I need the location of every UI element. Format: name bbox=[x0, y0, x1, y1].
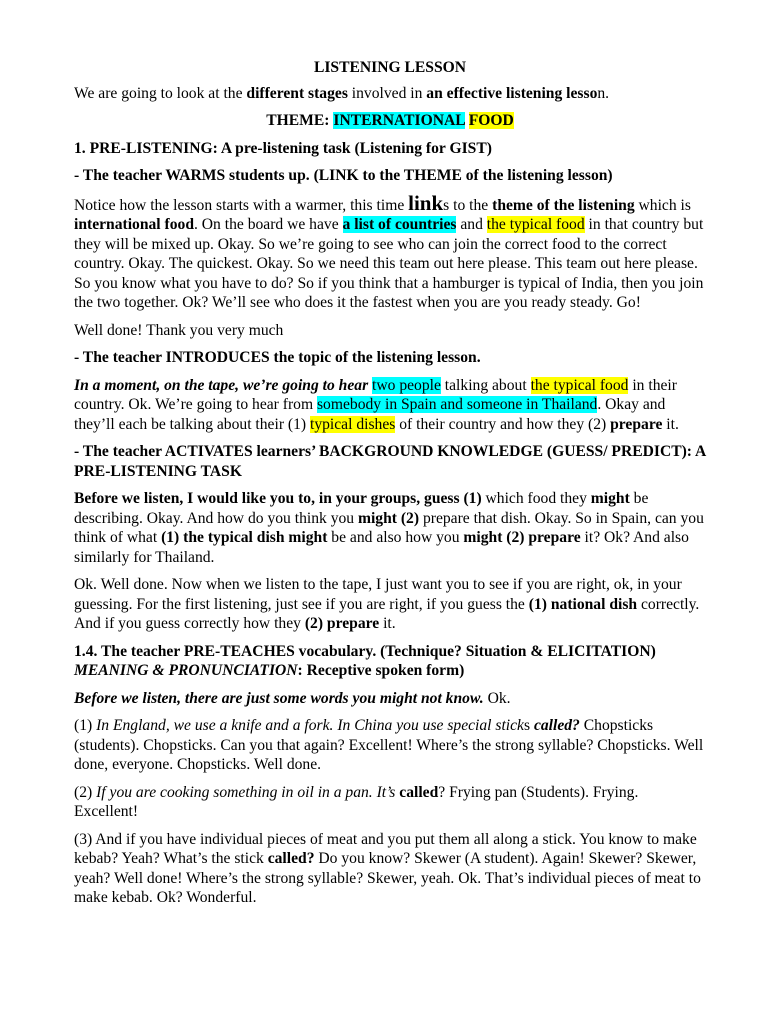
text-run: it. bbox=[662, 415, 679, 433]
text-run: the typical food bbox=[486, 216, 585, 233]
text-run: - The teacher INTRODUCES the topic of the listening lesson. bbox=[74, 349, 481, 366]
text-run: different stages bbox=[246, 84, 348, 102]
text-run: Before we listen, there are just some words you might not know. bbox=[74, 689, 484, 707]
lesson-body bbox=[74, 139, 706, 908]
text-run: MEANING & PRONUNCIATION bbox=[74, 662, 298, 679]
text-run: involved in bbox=[347, 84, 427, 102]
text-run: n. bbox=[597, 84, 610, 102]
text-run: THEME: bbox=[266, 112, 334, 129]
text-run: be and also how you bbox=[327, 529, 464, 546]
text-run: international food bbox=[74, 216, 194, 233]
text-run: might bbox=[590, 490, 630, 507]
text-run: called? bbox=[533, 717, 580, 734]
text-run: called bbox=[399, 783, 439, 801]
text-run: - The teacher WARMS students up. (LINK to the THEME of the listening lesson) bbox=[74, 167, 613, 184]
text-run: correctly. And if you guess correctly how they bbox=[74, 595, 700, 632]
text-run: prepare bbox=[610, 415, 663, 433]
text-run: 1.4. The teacher PRE-TEACHES vocabulary. (Technique? Situation & ELICITATION) bbox=[74, 642, 656, 660]
text-run: typical dishes bbox=[310, 415, 396, 433]
text-run: be describing. Okay. And how do you think you bbox=[74, 490, 649, 527]
text-run: talking about bbox=[440, 376, 531, 394]
text-run: ? Frying pan (Students). Frying. Excellent! bbox=[74, 783, 639, 820]
text-run: - The teacher ACTIVATES learners’ BACKGROUND KNOWLEDGE (GUESS/ PREDICT): A PRE-LISTENING TASK bbox=[74, 443, 706, 480]
text-run: might (2) bbox=[357, 509, 420, 527]
text-run: (1) the typical dish might bbox=[161, 529, 328, 546]
text-run: 1. PRE-LISTENING: A pre-listening task (Listening for GIST) bbox=[74, 139, 492, 157]
text-run: it? Ok? And also similarly for Thailand. bbox=[74, 529, 689, 566]
lesson-paragraph bbox=[74, 166, 706, 186]
text-run: Chopsticks (students). Chopsticks. Can you that again? Excellent! Where’s the strong syllable? Chopsticks. Well done, everyone. Chopsticks. Well done. bbox=[74, 717, 704, 773]
text-run: of their country and how they (2) bbox=[395, 415, 611, 433]
text-run: : Receptive spoken form) bbox=[297, 662, 465, 679]
document-title: LISTENING LESSON bbox=[313, 59, 467, 76]
text-run: . Okay and they’ll each be talking about their (1) bbox=[74, 396, 666, 433]
text-run: (2) bbox=[74, 783, 97, 801]
text-run: Before we listen, I would like you to, in your groups, guess (1) bbox=[74, 490, 482, 507]
text-run: Well done! Thank you very much bbox=[74, 321, 284, 339]
text-run: in that country but they will be mixed up. Okay. So we’re going to see who can join the correct food to the correct country. Okay. The quickest. Okay. So we need this team out here please. This team out here please. So you know what you have to do? So if you think that a hamburger is typical of India, then you join the two together. Ok? We’ll see who does it the fastest when you are you ready steady. Go! bbox=[74, 216, 704, 311]
text-run: which food they bbox=[481, 490, 591, 507]
text-run: an effective listening lesso bbox=[426, 84, 598, 102]
text-run: a list of countries bbox=[342, 216, 457, 233]
text-run: somebody in Spain and someone in Thailand bbox=[316, 396, 598, 413]
text-run: in their country. Ok. We’re going to hear from bbox=[74, 376, 677, 413]
text-run: If you are cooking something in oil in a pan. It’s bbox=[96, 783, 396, 801]
lesson-paragraph bbox=[74, 190, 706, 313]
text-run: Notice how the lesson starts with a warmer, this time bbox=[74, 196, 409, 214]
text-run: In a moment, on the tape, we’re going to hear bbox=[74, 376, 369, 394]
text-run: prepare that dish. Okay. So in Spain, can you think of what bbox=[74, 509, 704, 546]
lesson-paragraph bbox=[74, 489, 706, 567]
lesson-paragraph bbox=[74, 139, 706, 159]
text-run: FOOD bbox=[468, 112, 514, 129]
text-run: two people bbox=[372, 376, 441, 394]
intro-paragraph bbox=[74, 84, 706, 104]
text-run: (1) national dish bbox=[528, 595, 638, 613]
text-run: s bbox=[523, 717, 534, 734]
text-run: Ok. Well done. Now when we listen to the tape, I just want you to see if you are right, ok, in your guessing. For the first listening, just see if you are right, if you guess the bbox=[74, 576, 682, 613]
text-run: (2) prepare bbox=[304, 615, 380, 632]
theme-heading bbox=[74, 111, 706, 131]
text-run: which is bbox=[634, 196, 691, 214]
lesson-paragraph bbox=[74, 321, 706, 341]
lesson-paragraph bbox=[74, 642, 706, 681]
text-run: might (2) prepare bbox=[463, 529, 581, 546]
text-run: called? bbox=[267, 850, 315, 867]
text-run: INTERNATIONAL bbox=[333, 112, 465, 129]
text-run: Do you know? Skewer (A student). Again! Skewer? Skewer, yeah? Well done! Where’s the strong syllable? Skewer, yeah. Ok. That’s individual pieces of meat to make kebab. Ok? Wonderful. bbox=[74, 850, 701, 906]
text-run: s to the bbox=[443, 196, 493, 214]
text-run: the typical food bbox=[530, 376, 629, 394]
lesson-paragraph bbox=[74, 442, 706, 481]
text-run: We are going to look at the bbox=[74, 84, 247, 102]
text-run: theme of the listening bbox=[492, 196, 635, 214]
lesson-paragraph bbox=[74, 348, 706, 368]
lesson-paragraph bbox=[74, 376, 706, 435]
text-run: Ok. bbox=[483, 689, 511, 707]
text-run: In England, we use a knife and a fork. In China you use special stick bbox=[96, 717, 524, 734]
lesson-paragraph bbox=[74, 575, 706, 634]
text-run: link bbox=[408, 190, 444, 215]
text-run: it. bbox=[379, 615, 396, 632]
document-page bbox=[74, 58, 706, 916]
lesson-paragraph bbox=[74, 689, 706, 709]
lesson-paragraph bbox=[74, 716, 706, 775]
text-run: (3) And if you have individual pieces of meat and you put them all along a stick. You know to make kebab? Yeah? What’s the stick bbox=[74, 830, 697, 867]
text-run: (1) bbox=[74, 717, 97, 734]
lesson-paragraph bbox=[74, 783, 706, 822]
text-run: and bbox=[456, 216, 487, 233]
text-run: . On the board we have bbox=[194, 216, 343, 233]
lesson-paragraph bbox=[74, 830, 706, 908]
